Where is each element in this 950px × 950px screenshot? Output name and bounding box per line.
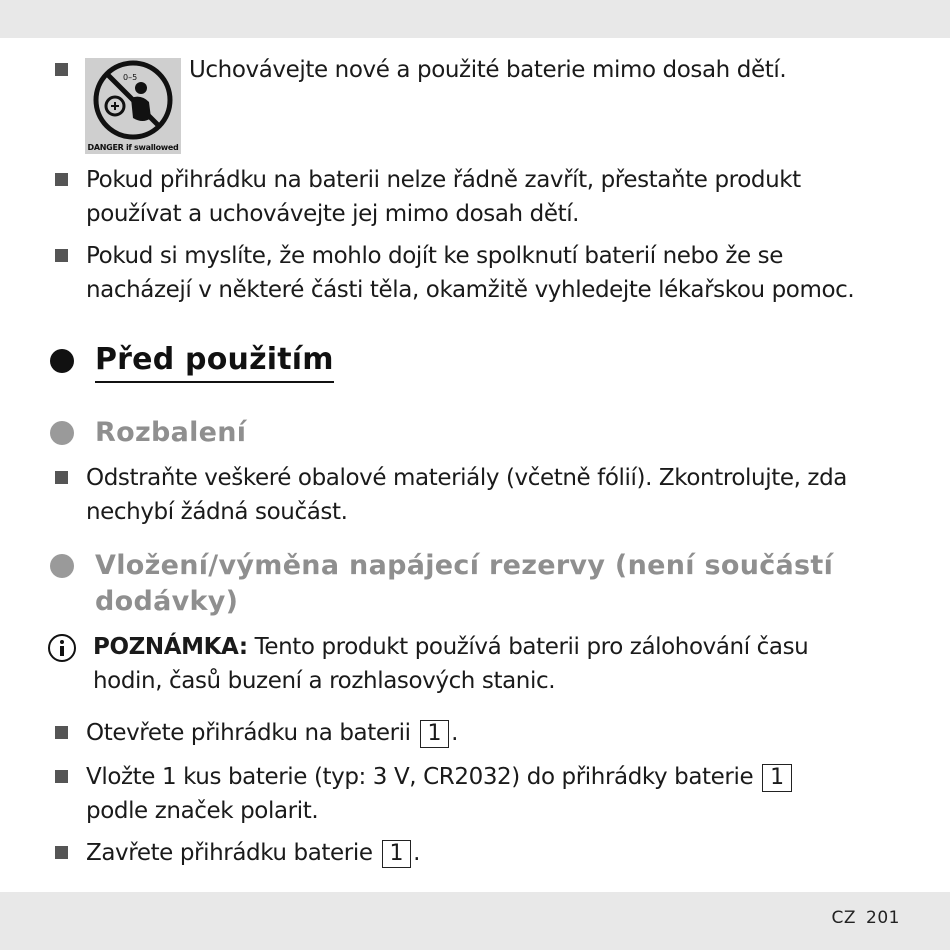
- section-title: Před použitím: [95, 340, 334, 383]
- bullet-text: Pokud přihrádku na baterii nelze řádně zavřít, přestaňte produkt: [86, 167, 801, 193]
- top-bar: [0, 0, 950, 38]
- step-insert-cont: podle značek polarit.: [86, 798, 319, 824]
- step-open-text: Otevřete přihrádku na baterii: [86, 720, 411, 746]
- ref-box: 1: [762, 764, 792, 792]
- step-insert-text: Vložte 1 kus baterie (typ: 3 V, CR2032) do přihrádky baterie: [86, 764, 754, 790]
- bullet-square: [55, 471, 68, 484]
- step-insert: [86, 760, 794, 794]
- step-close-text: Zavřete přihrádku baterie: [86, 840, 373, 866]
- bullet-text: Uchovávejte nové a použité baterie mimo dosah dětí.: [189, 57, 787, 83]
- subsection-title-battery-cont: dodávky): [95, 586, 239, 617]
- step-close: [86, 836, 420, 870]
- bullet-text: Pokud si myslíte, že mohlo dojít ke spolknutí baterií nebo že se: [86, 243, 784, 269]
- period: .: [413, 840, 421, 866]
- note-text: Tento produkt používá baterii pro zálohování času: [247, 634, 809, 660]
- note-line-2: hodin, časů buzení a rozhlasových stanic.: [93, 668, 556, 694]
- note-line: [93, 630, 808, 664]
- footer-bar: [0, 892, 950, 950]
- subsection-dot: [50, 421, 74, 445]
- ref-box: 1: [420, 720, 450, 748]
- page-num: 201: [866, 908, 900, 928]
- bullet-square: [55, 726, 68, 739]
- bullet-square: [55, 770, 68, 783]
- ref-box: 1: [382, 840, 412, 868]
- subsection-title-battery: Vložení/výměna napájecí rezervy (není součástí: [95, 550, 834, 581]
- no-children-icon: [85, 58, 181, 142]
- bullet-text: Odstraňte veškeré obalové materiály (včetně fólií). Zkontrolujte, zda: [86, 465, 847, 491]
- subsection-dot: [50, 554, 74, 578]
- note-label: POZNÁMKA:: [93, 634, 248, 660]
- subsection-title-unpack: Rozbalení: [95, 417, 247, 448]
- period: .: [451, 720, 459, 746]
- step-open: [86, 716, 458, 750]
- danger-caption: DANGER if swallowed: [87, 143, 179, 152]
- bullet-text: nechybí žádná součást.: [86, 499, 348, 525]
- bullet-text: používat a uchovávejte jej mimo dosah dětí.: [86, 201, 580, 227]
- bullet-square: [55, 173, 68, 186]
- bullet-square: [55, 249, 68, 262]
- info-icon: [47, 633, 77, 663]
- danger-swallow-icon: [85, 58, 181, 154]
- bullet-square: [55, 63, 68, 76]
- section-dot: [50, 349, 74, 373]
- bullet-square: [55, 846, 68, 859]
- age-label: 0–5: [123, 73, 138, 82]
- lang-code: CZ: [831, 908, 857, 928]
- bullet-text: nacházejí v některé části těla, okamžitě vyhledejte lékařskou pomoc.: [86, 277, 855, 303]
- page-number: [832, 908, 900, 928]
